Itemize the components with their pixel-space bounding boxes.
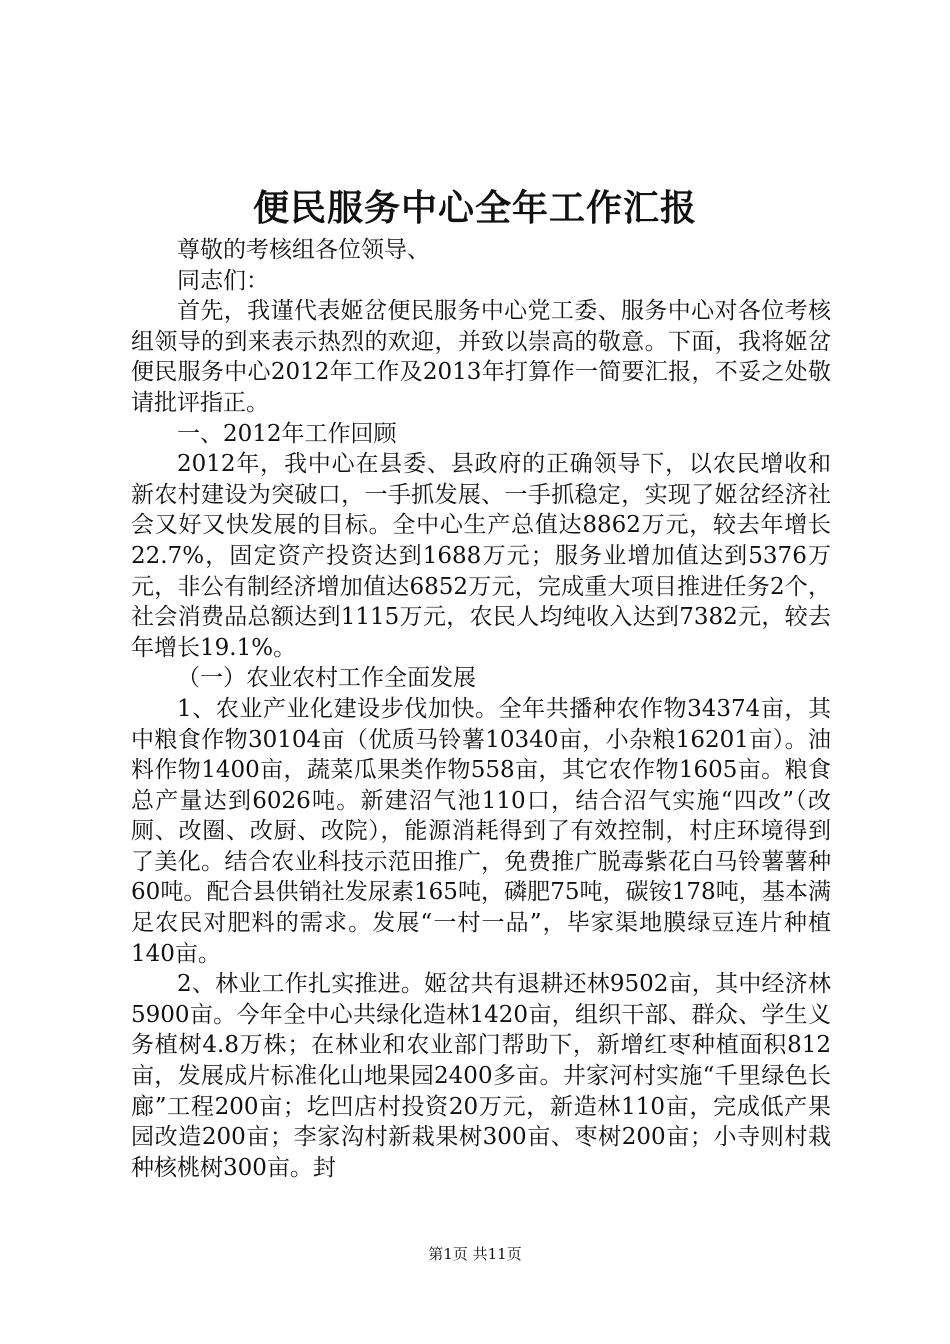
agriculture-paragraph: 1、农业产业化建设步伐加快。全年共播种农作物34374亩，其中粮食作物30104亩（优质马铃薯10340亩，小杂粮16201亩）。油料作物1400亩，蔬菜瓜果类作物558亩，其它农作物1605亩。粮食总产量达到6026吨。新建沼气池110口，结合沼气实施“四改”（改厕、改圈、改厨、改院），能源消耗得到了有效控制，村庄环境得到了美化。结合农业科技示范田推广，免费推广脱毒紫花白马铃薯薯种60吨。配合县供销社发尿素165吨，磷肥75吨，碳铵178吨，基本满足农民对肥料的需求。发展“一村一品”，毕家渠地膜绿豆连片种植140亩。 (131, 695, 831, 967)
salutation-line-1: 尊敬的考核组各位领导、 (177, 237, 430, 263)
page-footer: 第1页 共11页 (428, 1245, 522, 1263)
document-title: 便民服务中心全年工作汇报 (252, 187, 697, 229)
salutation-line-2: 同志们： (177, 267, 269, 294)
review-paragraph: 2012年，我中心在县委、县政府的正确领导下，以农民增收和新农村建设为突破口，一手抓发展、一手抓稳定，实现了姬岔经济社会又好又快发展的目标。全中心生产总值达8862万元，较去年增长22.7%，固定资产投资达到1688万元；服务业增加值达到5376万元，非公有制经济增加值达6852万元，完成重大项目推进任务2个，社会消费品总额达到1115万元，农民人均纯收入达到7382元，较去年增长19.1%。 (131, 451, 831, 661)
forestry-paragraph: 2、林业工作扎实推进。姬岔共有退耕还林9502亩，其中经济林5900亩。今年全中心共绿化造林1420亩，组织干部、群众、学生义务植树4.8万株；在林业和农业部门帮助下，新增红枣种植面积812亩，发展成片标准化山地果园2400多亩。井家河村实施“千里绿色长廊”工程200亩；圪凹店村投资20万元，新造林110亩，完成低产果园改造200亩；李家沟村新栽果树300亩、枣树200亩；小寺则村栽种核桃树300亩。封 (131, 971, 831, 1181)
section-heading-review: 一、2012年工作回顾 (177, 420, 397, 447)
intro-paragraph: 首先，我谨代表姬岔便民服务中心党工委、服务中心对各位考核组领导的到来表示热烈的欢迎，并致以崇高的敬意。下面，我将姬岔便民服务中心2012年工作及2013年打算作一简要汇报，不妥之处敬请批评指正。 (131, 298, 831, 416)
document-body (131, 235, 831, 1183)
subsection-heading-agriculture: （一）农业农村工作全面发展 (177, 665, 476, 692)
